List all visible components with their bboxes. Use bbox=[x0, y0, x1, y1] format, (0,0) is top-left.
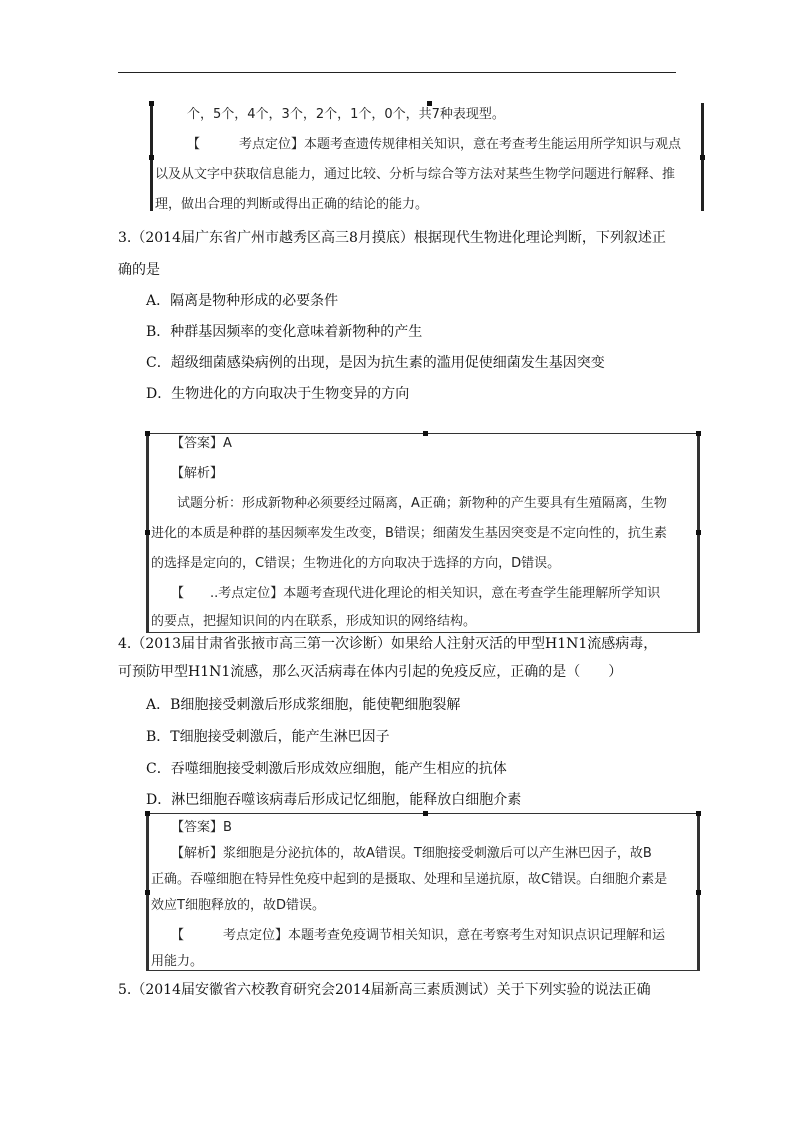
resize-handle[interactable] bbox=[423, 431, 428, 436]
key-point-line: 的要点，把握知识间的内在联系，形成知识的网络结构。 bbox=[151, 614, 477, 629]
resize-handle[interactable] bbox=[427, 101, 432, 106]
resize-handle[interactable] bbox=[696, 811, 701, 816]
key-point-line: 用能力。 bbox=[151, 954, 204, 969]
question-5-stem: 5.（2014届安徽省六校教育研究会2014届新高三素质测试）关于下列实验的说法正确 bbox=[118, 982, 651, 998]
resize-handle[interactable] bbox=[145, 530, 150, 535]
analysis-line: 正确。吞噬细胞在特异性免疫中起到的是摄取、处理和呈递抗原，故C错误。白细胞介素是 bbox=[151, 872, 668, 887]
key-point-line: 【 ..考点定位】本题考查现代进化理论的相关知识，意在考查学生能理解所学知识 bbox=[171, 586, 661, 601]
question-4-option-d: D．淋巴细胞吞噬该病毒后形成记忆细胞，能释放白细胞介素 bbox=[146, 792, 522, 808]
key-point-line: 【 考点定位】本题考查免疫调节相关知识，意在考察考生对知识点识记理解和运 bbox=[171, 928, 666, 943]
question-4-option-b: B．T细胞接受刺激后，能产生淋巴因子 bbox=[146, 729, 390, 745]
resize-handle[interactable] bbox=[423, 811, 428, 816]
explanation-line: 以及从文字中获取信息能力，通过比较、分析与综合等方法对某些生物学问题进行解释、推 bbox=[155, 167, 676, 182]
resize-handle[interactable] bbox=[696, 890, 701, 895]
question-3-option-c: C．超级细菌感染病例的出现，是因为抗生素的滥用促使细菌发生基因突变 bbox=[146, 355, 605, 371]
answer-box-q4 bbox=[146, 813, 700, 971]
resize-handle[interactable] bbox=[145, 431, 150, 436]
explanation-line: 理，做出合理的判断或得出正确的结论的能力。 bbox=[155, 197, 429, 212]
resize-handle[interactable] bbox=[145, 811, 150, 816]
explanation-line: 个，5个，4个，3个，2个，1个，0个，共7种表现型。 bbox=[187, 107, 505, 122]
resize-handle[interactable] bbox=[149, 155, 154, 160]
resize-handle[interactable] bbox=[696, 431, 701, 436]
answer-box-q3 bbox=[146, 433, 700, 633]
analysis-line: 进化的本质是种群的基因频率发生改变，B错误；细菌发生基因突变是不定向性的，抗生素 bbox=[151, 526, 667, 541]
header-rule bbox=[118, 72, 676, 73]
question-3-option-b: B．种群基因频率的变化意味着新物种的产生 bbox=[146, 324, 423, 340]
analysis-line: 的选择是定向的，C错误；生物进化的方向取决于选择的方向，D错误。 bbox=[151, 556, 561, 571]
question-4-option-a: A．B细胞接受刺激后形成浆细胞，能使靶细胞裂解 bbox=[146, 697, 461, 713]
explanation-box-q2 bbox=[150, 103, 704, 211]
resize-handle[interactable] bbox=[696, 530, 701, 535]
answer-label: 【答案】A bbox=[171, 436, 232, 451]
question-4-stem-cont: 可预防甲型H1N1流感，那么灭活病毒在体内引起的免疫反应，正确的是（ ） bbox=[118, 664, 623, 680]
question-4-option-c: C．吞噬细胞接受刺激后形成效应细胞，能产生相应的抗体 bbox=[146, 761, 507, 777]
resize-handle[interactable] bbox=[149, 101, 154, 106]
resize-handle[interactable] bbox=[145, 890, 150, 895]
analysis-label: 【解析】 bbox=[171, 466, 224, 481]
key-point-line: 【 考点定位】本题考查遗传规律相关知识，意在考查考生能运用所学知识与观点 bbox=[187, 137, 682, 152]
question-3-option-a: A．隔离是物种形成的必要条件 bbox=[146, 293, 339, 309]
analysis-line: 【解析】浆细胞是分泌抗体的，故A错误。T细胞接受刺激后可以产生淋巴因子，故B bbox=[171, 846, 652, 861]
analysis-line: 试题分析：形成新物种必须要经过隔离，A正确；新物种的产生要具有生殖隔离，生物 bbox=[177, 496, 667, 511]
question-3-stem-cont: 确的是 bbox=[118, 262, 160, 278]
answer-label: 【答案】B bbox=[171, 820, 232, 835]
question-4-stem: 4.（2013届甘肃省张掖市高三第一次诊断）如果给人注射灭活的甲型H1N1流感病毒， bbox=[118, 636, 658, 652]
resize-handle[interactable] bbox=[700, 155, 705, 160]
question-3-option-d: D．生物进化的方向取决于生物变异的方向 bbox=[146, 386, 410, 402]
analysis-line: 效应T细胞释放的，故D错误。 bbox=[151, 898, 325, 913]
question-3-stem: 3.（2014届广东省广州市越秀区高三8月摸底）根据现代生物进化理论判断，下列叙述正 bbox=[118, 230, 666, 246]
